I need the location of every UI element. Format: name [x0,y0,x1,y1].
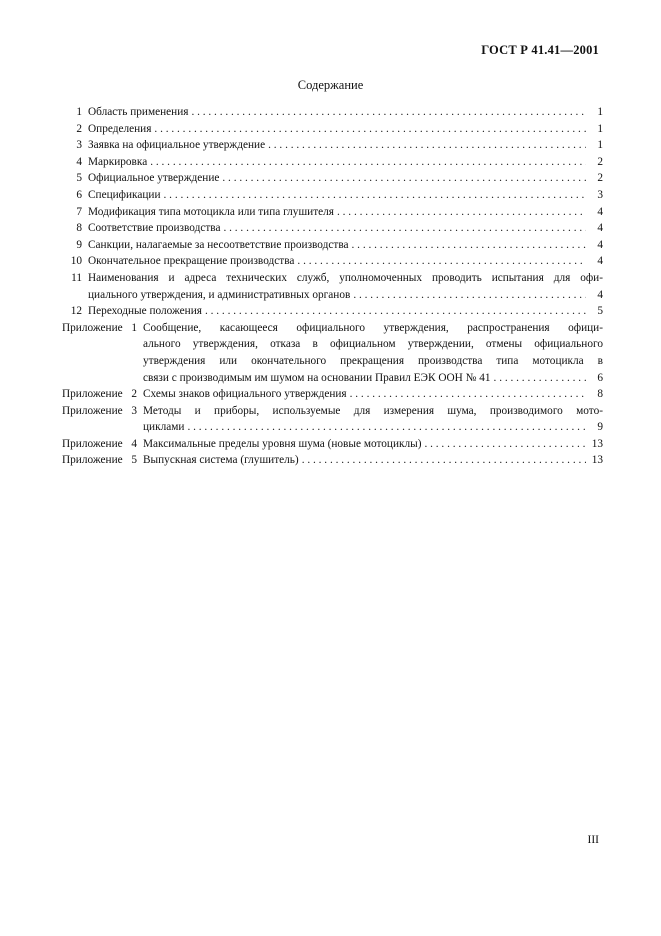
toc-entry-body [143,386,603,403]
toc-entry-text: Санкции, налагаемые за несоответствие производства [88,238,349,251]
page-number: III [587,834,599,846]
toc-section-number: 12 [70,305,82,318]
toc-title: Содержание [297,78,364,92]
toc-entry-line [88,303,603,320]
toc-entry-body [88,170,603,187]
toc-entry-line [88,121,603,138]
toc-page-number: 1 [597,106,603,118]
appendix-word: Приложение [62,437,123,450]
toc-entry-body [88,237,603,254]
toc-section-entry[interactable] [62,154,603,171]
dot-leader [150,154,586,171]
toc-entry-text: Максимальные пределы уровня шума (новые мотоциклы) [143,437,422,450]
toc-page-number: 1 [597,139,603,152]
toc-appendix-entry[interactable] [62,320,603,386]
toc-entry-text: утверждения или окончательного прекращения производства типа мотоцикла в [143,354,603,367]
toc-entry-body [143,320,603,386]
toc-page-number: 1 [597,122,603,135]
toc-page-number: 5 [597,305,603,318]
toc-entry-line [88,137,603,154]
toc-appendix-entry[interactable] [62,452,603,469]
toc-entry-line [88,187,603,204]
appendix-label [62,436,137,453]
toc-section-number: 9 [76,238,82,251]
toc-section-entry[interactable] [62,253,603,270]
toc-entry-body [143,403,603,436]
toc-entry-text: Соответствие производства [88,222,221,235]
toc-entry-text: Окончательное прекращение производства [88,255,295,268]
dot-leader [191,104,586,121]
toc-entry-line [143,336,603,353]
toc-entry-body [88,187,603,204]
appendix-label [62,452,137,469]
toc-appendix-entry[interactable] [62,403,603,436]
toc-page-number: 4 [597,222,603,235]
toc-section-number: 4 [76,155,82,168]
dot-leader [222,170,586,187]
toc-entry-body [143,436,603,453]
toc-entry-text: Сообщение, касающееся официального утверждения, распространения офици- [143,321,603,334]
toc-entry-body [88,154,603,171]
toc-section-number: 3 [76,139,82,152]
dot-leader [494,370,586,387]
toc-page-number: 4 [597,288,603,301]
toc-entry-line [88,104,603,121]
toc-section-number: 8 [76,222,82,235]
toc-entry-text: Официальное утверждение [88,172,220,185]
dot-leader [337,204,586,221]
dot-leader [297,253,586,270]
toc-entry-text: связи с производимым им шумом на основании Правил ЕЭК ООН № 41 [143,371,491,384]
dot-leader [164,187,586,204]
toc-page-number: 2 [597,172,603,185]
appendix-label [62,320,137,337]
toc-entry-body [88,121,603,138]
toc-entry-body [88,137,603,154]
toc-appendix-entry[interactable] [62,436,603,453]
toc-entry-text: Выпускная система (глушитель) [143,454,299,467]
dot-leader [187,419,586,436]
toc-page-number: 4 [597,238,603,251]
toc-section-entry[interactable] [62,137,603,154]
appendix-number: 1 [131,321,137,334]
toc-entry-line [143,370,603,387]
toc-entry-line [88,253,603,270]
toc-section-number: 6 [76,188,82,201]
toc-section-number: 10 [70,255,82,268]
toc-page-number: 4 [597,205,603,218]
dot-leader [154,121,586,138]
toc-page-number: 6 [597,371,603,384]
appendix-word: Приложение [62,321,123,334]
toc-entry-line [88,204,603,221]
dot-leader [205,303,586,320]
toc-section-number: 7 [76,205,82,218]
toc-entry-line [88,287,603,304]
toc-entry-text: ального утверждения, отказа в официальном утверждении, отмены официального [143,338,603,351]
toc-entry-body [88,270,603,303]
toc-section-entry[interactable] [62,270,603,303]
dot-leader [353,287,586,304]
toc-entry-text: циального утверждения, и административных органов [88,288,351,301]
dot-leader [302,452,586,469]
toc-section-entry[interactable] [62,121,603,138]
toc-entry-line [143,419,603,436]
toc-entry-line [88,170,603,187]
toc-page-number: 13 [591,437,603,450]
toc-entry-text: Наименования и адреса технических служб, уполномоченных проводить испытания для офи- [88,271,603,284]
dot-leader [424,436,586,453]
toc-entry-body [88,253,603,270]
toc-section-entry[interactable] [62,237,603,254]
toc-entry-text: Переходные положения [88,305,202,318]
toc-section-entry[interactable] [62,220,603,237]
toc-entry-text: циклами [143,421,185,434]
appendix-label [62,386,137,403]
toc-section-entry[interactable] [62,187,603,204]
toc-section-number: 1 [76,106,82,118]
toc-entry-line [143,403,603,420]
appendix-word: Приложение [62,454,123,467]
toc-section-entry[interactable] [62,204,603,221]
toc-entry-text: Заявка на официальное утверждение [88,139,266,152]
toc-entry-body [88,220,603,237]
toc-entry-text: Спецификации [88,188,161,201]
dot-leader [350,386,586,403]
toc-entry-body [143,452,603,469]
toc-entry-line [143,452,603,469]
appendix-word: Приложение [62,388,123,401]
toc-page-number: 2 [597,155,603,168]
toc-entry-body [88,104,603,121]
appendix-number: 3 [131,404,137,417]
toc-entry-text: Область применения [88,106,189,118]
appendix-number: 5 [131,454,137,467]
toc-section-entry[interactable] [62,170,603,187]
toc-page-number: 9 [597,421,603,434]
toc-entry-line [143,353,603,370]
dot-leader [352,237,586,254]
appendix-label [62,403,137,420]
dot-leader [268,137,586,154]
toc-entry-text: Методы и приборы, используемые для измерения шума, производимого мото- [143,404,603,417]
toc-section-number: 2 [76,122,82,135]
toc-appendix-entry[interactable] [62,386,603,403]
appendix-word: Приложение [62,404,123,417]
toc-entry-line [88,154,603,171]
toc-entry-text: Схемы знаков официального утверждения [143,388,347,401]
toc-entry-text: Определения [88,122,152,135]
toc-entry-body [88,303,603,320]
appendix-number: 2 [131,388,137,401]
toc-entry-line [88,220,603,237]
toc-entry-line [143,386,603,403]
appendix-number: 4 [131,437,137,450]
toc-section-number: 11 [71,271,82,284]
toc-section-entry[interactable] [62,104,603,121]
document-header: ГОСТ Р 41.41—2001 [481,43,599,57]
toc-entry-line [143,320,603,337]
dot-leader [223,220,586,237]
toc-page-number: 8 [597,388,603,401]
table-of-contents [62,104,603,469]
toc-section-number: 5 [76,172,82,185]
toc-page-number: 3 [597,188,603,201]
toc-section-entry[interactable] [62,303,603,320]
toc-page-number: 4 [597,255,603,268]
toc-entry-line [88,270,603,287]
toc-entry-line [88,237,603,254]
toc-entry-text: Маркировка [88,155,148,168]
toc-entry-line [143,436,603,453]
toc-page-number: 13 [591,454,603,467]
toc-entry-text: Модификация типа мотоцикла или типа глушителя [88,205,334,218]
toc-entry-body [88,204,603,221]
